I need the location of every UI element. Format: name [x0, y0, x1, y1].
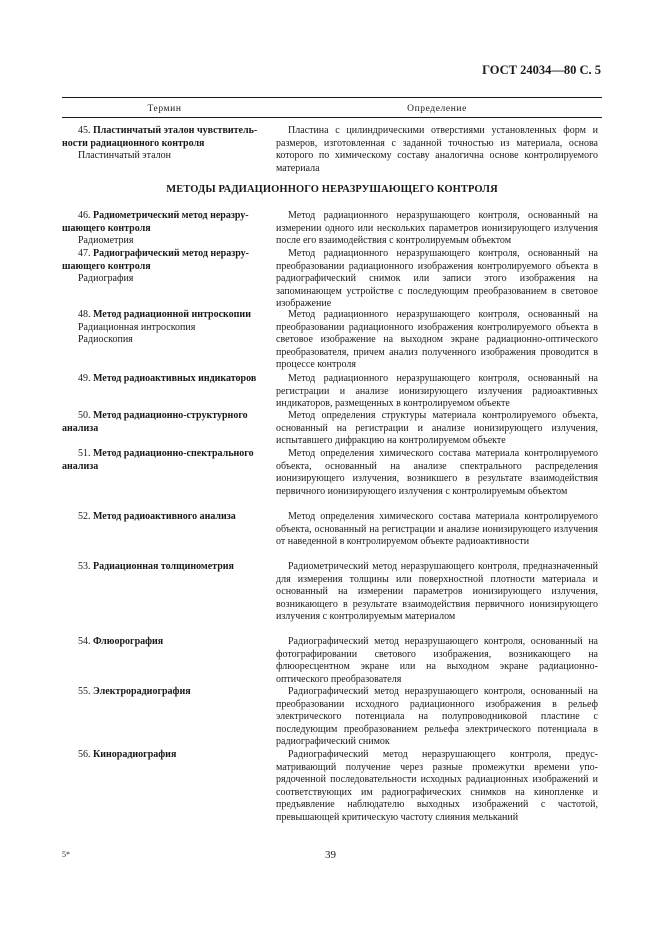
- term-number: 45.: [78, 125, 91, 136]
- term-number: 49.: [78, 373, 91, 384]
- term-entry: [62, 410, 267, 435]
- term-number: 48.: [78, 309, 91, 320]
- term-definition: Радиографический метод неразрушающего контроля, основанный на фотографировании светового изображения, возникающего на флюоресцентном экране или на выходном экране радиационно-оптического преобразователя: [276, 636, 598, 685]
- term-definition: Метод определения химического состава материала контролируемого объекта, основанный на регистрации и анализе ионизирующего излучения от наведенной в контролируемом объекте радиоактивности: [276, 511, 598, 548]
- term-definition: Радиографический метод неразрушающего контроля, основанный на преобразовании исходного радиационного изображения в рельеф электрического потенциала на полупроводниковой пластине с последующим преобразованием рельефа электрического потенциала в радиографический снимок: [276, 686, 598, 748]
- term-entry: [62, 749, 267, 762]
- term-title: Кинорадиография: [93, 749, 177, 760]
- term-definition: Радиометрический метод неразрушающего контроля, предназначенный для измерения толщины или поверхностной плотности материала и основанный на измерении параметров ионизирующего излучения, возникающего в результате взаимодействия первичного ионизирующего излучения с контролируемым материалом: [276, 561, 598, 623]
- term-alias: Радиометрия: [78, 235, 134, 247]
- term-alias: Радиоскопия: [78, 334, 133, 346]
- term-entry: [62, 636, 267, 649]
- column-header-term: Термин: [147, 104, 182, 114]
- column-header-definition: Определение: [407, 104, 467, 114]
- term-number: 51.: [78, 448, 91, 459]
- section-title: МЕТОДЫ РАДИАЦИОННОГО НЕРАЗРУШАЮЩЕГО КОНТРОЛЯ: [166, 184, 498, 195]
- page-number: 39: [325, 849, 336, 861]
- term-title: Метод радиационной интроскопии: [93, 309, 251, 320]
- term-definition: Метод радиационного неразрушающего контроля, основанный на преобразовании радиационного изображения контролируемого объекта в световое изображение на выходном экране радиационно-оптического преобразователя, причем анализ полученного изображения проводится в процессе контроля: [276, 309, 598, 371]
- term-number: 52.: [78, 511, 91, 522]
- table-top-rule: [62, 97, 602, 98]
- term-definition: Метод определения химического состава материала контролируемого объекта, основанный на анализе спектрального распределения ионизирующего излучения, возникшего в результате взаимодействия первичного ионизирующего излучения с контролируемым объектом: [276, 448, 598, 497]
- term-alias: Радиография: [78, 273, 134, 285]
- term-definition: Радиографический метод неразрушающего контроля, предусматривающий получение через разные промежутки времени упорядоченной последовательности исходных радиационных изображений и соответствующих им радиографических снимков на кинопленке и предъявление наблюдателю выходных изображений с частотой, превышающей критическую частоту слияния мельканий: [276, 749, 598, 823]
- term-entry: [62, 309, 267, 347]
- term-entry: [62, 248, 267, 286]
- term-entry: [62, 210, 267, 248]
- term-definition: Метод радиационного неразрушающего контроля, основанный на регистрации и анализе ионизирующего излучения радиоактивных индикаторов, размещенных в контролируемом объекте: [276, 373, 598, 410]
- term-number: 53.: [78, 561, 91, 572]
- term-title: Радиометрический метод неразрушающего контроля: [62, 210, 249, 234]
- term-number: 54.: [78, 636, 91, 647]
- term-title: Радиационная толщинометрия: [93, 561, 234, 572]
- term-definition: Пластина с цилиндрическими отверстиями установленных форм и размеров, изготовленная с заданной точностью из материала, основа которого по химическому составу аналогична основе контролируемого материала: [276, 125, 598, 174]
- term-title: Электрорадиография: [93, 686, 191, 697]
- term-number: 47.: [78, 248, 91, 259]
- term-definition: Метод определения структуры материала контролируемого объекта, основанный на регистрации и анализе ионизирующего излучения, испытавшего дифракцию на контролируемом объекте: [276, 410, 598, 447]
- term-title: Метод радиационно-структурного анализа: [62, 410, 248, 434]
- term-entry: [62, 373, 267, 386]
- term-title: Флюорография: [93, 636, 164, 647]
- term-number: 50.: [78, 410, 91, 421]
- term-entry: [62, 125, 267, 163]
- term-alias: Пластинчатый эталон: [78, 150, 171, 162]
- term-title: Метод радиоактивных индикаторов: [93, 373, 257, 384]
- term-number: 46.: [78, 210, 91, 221]
- term-entry: [62, 561, 267, 574]
- table-header-rule: [62, 117, 602, 118]
- printer-signature: 5*: [62, 850, 70, 859]
- term-title: Пластинчатый эталон чувствительности радиационного контроля: [62, 125, 258, 149]
- term-definition: Метод радиационного неразрушающего контроля, основанный на измерении одного или нескольких параметров ионизирующего излучения после его взаимодействия с контролируемым объектом: [276, 210, 598, 247]
- term-number: 56.: [78, 749, 91, 760]
- page-header: ГОСТ 24034—80 С. 5: [482, 63, 601, 77]
- term-number: 55.: [78, 686, 91, 697]
- term-entry: [62, 686, 267, 699]
- term-definition: Метод радиационного неразрушающего контроля, основанный на преобразовании радиационного изображения контролируемого объекта в радиографический снимок или записи этого изображения на запоминающем устройстве с последующим преобразованием в световое изображение: [276, 248, 598, 310]
- term-alias: Радиационная интроскопия: [78, 321, 196, 333]
- term-title: Метод радиоактивного анализа: [93, 511, 236, 522]
- term-title: Радиографический метод неразрушающего контроля: [62, 248, 249, 272]
- term-entry: [62, 511, 267, 524]
- term-title: Метод радиационно-спектрального анализа: [62, 448, 254, 472]
- term-entry: [62, 448, 267, 473]
